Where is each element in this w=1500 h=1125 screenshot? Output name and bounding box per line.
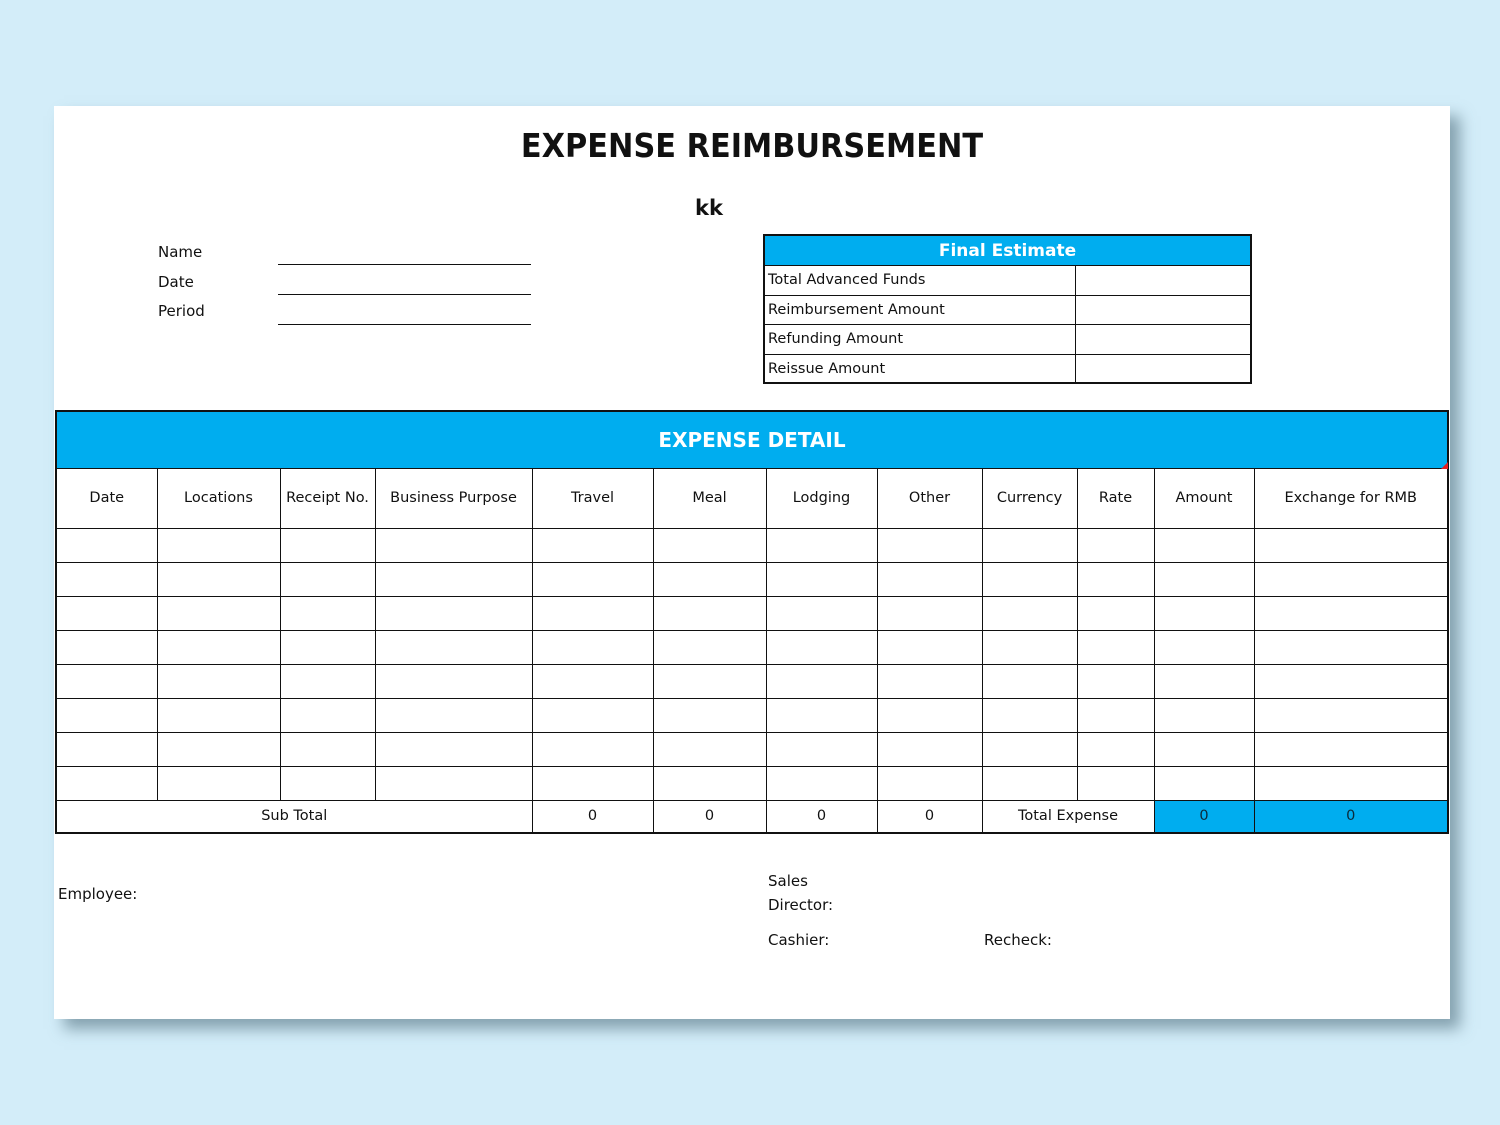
cell-lodging[interactable] <box>766 596 877 630</box>
col-exchange-for-rmb: Exchange for RMB <box>1254 469 1447 528</box>
employee-signature-label: Employee: <box>58 885 138 903</box>
total-amount: 0 <box>1154 800 1254 832</box>
cell-lodging[interactable] <box>766 528 877 562</box>
cell-exchange-for-rmb[interactable] <box>1254 698 1447 732</box>
cell-travel[interactable] <box>532 732 653 766</box>
cell-other[interactable] <box>877 766 982 800</box>
cell-locations[interactable] <box>157 596 280 630</box>
cell-rate[interactable] <box>1077 630 1154 664</box>
col-travel: Travel <box>532 469 653 528</box>
expense-sheet <box>54 106 1450 1019</box>
name-field[interactable] <box>278 264 531 265</box>
cell-travel[interactable] <box>532 528 653 562</box>
cell-date[interactable] <box>57 732 157 766</box>
total-exchange-rmb: 0 <box>1254 800 1447 832</box>
cell-exchange-for-rmb[interactable] <box>1254 528 1447 562</box>
cell-business-purpose[interactable] <box>375 698 532 732</box>
subtotal-other: 0 <box>877 800 982 832</box>
cell-receipt-no[interactable] <box>280 664 375 698</box>
cell-rate[interactable] <box>1077 596 1154 630</box>
total-expense-label: Total Expense <box>982 800 1154 832</box>
cell-business-purpose[interactable] <box>375 766 532 800</box>
cell-receipt-no[interactable] <box>280 630 375 664</box>
comment-indicator-icon[interactable] <box>1441 462 1448 469</box>
table-row <box>57 630 1447 664</box>
cell-date[interactable] <box>57 630 157 664</box>
col-other: Other <box>877 469 982 528</box>
cell-date[interactable] <box>57 698 157 732</box>
subtotal-travel: 0 <box>532 800 653 832</box>
col-date: Date <box>57 469 157 528</box>
cell-exchange-for-rmb[interactable] <box>1254 766 1447 800</box>
cell-exchange-for-rmb[interactable] <box>1254 732 1447 766</box>
date-label: Date <box>158 273 194 291</box>
cell-amount[interactable] <box>1154 596 1254 630</box>
cell-receipt-no[interactable] <box>280 698 375 732</box>
cell-amount[interactable] <box>1154 732 1254 766</box>
cell-travel[interactable] <box>532 766 653 800</box>
final-estimate-header: Final Estimate <box>765 236 1250 266</box>
document-title: EXPENSE REIMBURSEMENT <box>520 126 984 165</box>
cell-lodging[interactable] <box>766 698 877 732</box>
reimbursement-amount-value[interactable] <box>1076 296 1250 325</box>
cell-currency[interactable] <box>982 698 1077 732</box>
final-estimate-box <box>763 234 1252 384</box>
sales-director-label-line2: Director: <box>768 896 834 914</box>
table-row <box>57 766 1447 800</box>
col-locations: Locations <box>157 469 280 528</box>
expense-detail-header <box>57 412 1447 469</box>
cell-locations[interactable] <box>157 698 280 732</box>
col-rate: Rate <box>1077 469 1154 528</box>
expense-detail-table <box>55 410 1449 834</box>
cell-amount[interactable] <box>1154 766 1254 800</box>
cell-currency[interactable] <box>982 766 1077 800</box>
cell-travel[interactable] <box>532 562 653 596</box>
cell-locations[interactable] <box>157 528 280 562</box>
cell-meal[interactable] <box>653 562 766 596</box>
document-subtitle[interactable]: kk <box>695 196 723 220</box>
cell-currency[interactable] <box>982 562 1077 596</box>
cell-travel[interactable] <box>532 596 653 630</box>
cell-date[interactable] <box>57 596 157 630</box>
cell-amount[interactable] <box>1154 664 1254 698</box>
cell-travel[interactable] <box>532 630 653 664</box>
expense-detail-title: EXPENSE DETAIL <box>658 428 846 452</box>
cell-business-purpose[interactable] <box>375 630 532 664</box>
col-amount: Amount <box>1154 469 1254 528</box>
subtotal-lodging: 0 <box>766 800 877 832</box>
cell-other[interactable] <box>877 596 982 630</box>
cell-meal[interactable] <box>653 630 766 664</box>
cell-date[interactable] <box>57 562 157 596</box>
cell-amount[interactable] <box>1154 698 1254 732</box>
name-label: Name <box>158 243 203 261</box>
cell-other[interactable] <box>877 528 982 562</box>
cell-locations[interactable] <box>157 630 280 664</box>
cell-receipt-no[interactable] <box>280 562 375 596</box>
cell-business-purpose[interactable] <box>375 596 532 630</box>
cell-rate[interactable] <box>1077 766 1154 800</box>
cell-meal[interactable] <box>653 596 766 630</box>
table-row <box>57 562 1447 596</box>
cell-other[interactable] <box>877 562 982 596</box>
subtotal-row <box>57 800 1447 832</box>
cell-business-purpose[interactable] <box>375 562 532 596</box>
reissue-amount-value[interactable] <box>1076 355 1250 385</box>
cashier-signature-label: Cashier: <box>768 931 830 949</box>
table-row <box>57 732 1447 766</box>
cell-other[interactable] <box>877 664 982 698</box>
cell-lodging[interactable] <box>766 766 877 800</box>
cell-receipt-no[interactable] <box>280 766 375 800</box>
final-estimate-row <box>765 325 1250 355</box>
cell-receipt-no[interactable] <box>280 528 375 562</box>
cell-currency[interactable] <box>982 630 1077 664</box>
cell-currency[interactable] <box>982 528 1077 562</box>
date-field[interactable] <box>278 294 531 295</box>
period-field[interactable] <box>278 324 531 325</box>
cell-date[interactable] <box>57 766 157 800</box>
subtotal-meal: 0 <box>653 800 766 832</box>
cell-locations[interactable] <box>157 664 280 698</box>
cell-exchange-for-rmb[interactable] <box>1254 596 1447 630</box>
cell-currency[interactable] <box>982 596 1077 630</box>
total-advanced-funds-label: Total Advanced Funds <box>765 266 1076 295</box>
cell-other[interactable] <box>877 732 982 766</box>
cell-rate[interactable] <box>1077 664 1154 698</box>
sales-director-label-line1: Sales <box>768 872 808 890</box>
col-meal: Meal <box>653 469 766 528</box>
cell-currency[interactable] <box>982 664 1077 698</box>
total-advanced-funds-value[interactable] <box>1076 266 1250 295</box>
refunding-amount-value[interactable] <box>1076 325 1250 354</box>
cell-exchange-for-rmb[interactable] <box>1254 664 1447 698</box>
cell-other[interactable] <box>877 698 982 732</box>
cell-exchange-for-rmb[interactable] <box>1254 630 1447 664</box>
cell-meal[interactable] <box>653 766 766 800</box>
col-lodging: Lodging <box>766 469 877 528</box>
cell-meal[interactable] <box>653 664 766 698</box>
col-business-purpose: Business Purpose <box>375 469 532 528</box>
recheck-signature-label: Recheck: <box>984 931 1052 949</box>
subtotal-label: Sub Total <box>57 800 532 832</box>
cell-locations[interactable] <box>157 766 280 800</box>
final-estimate-row <box>765 296 1250 326</box>
final-estimate-row <box>765 266 1250 296</box>
cell-amount[interactable] <box>1154 562 1254 596</box>
table-row <box>57 664 1447 698</box>
table-row <box>57 698 1447 732</box>
cell-amount[interactable] <box>1154 528 1254 562</box>
cell-date[interactable] <box>57 664 157 698</box>
cell-date[interactable] <box>57 528 157 562</box>
col-receipt-no: Receipt No. <box>280 469 375 528</box>
cell-business-purpose[interactable] <box>375 664 532 698</box>
period-label: Period <box>158 302 205 320</box>
cell-lodging[interactable] <box>766 732 877 766</box>
cell-other[interactable] <box>877 630 982 664</box>
cell-exchange-for-rmb[interactable] <box>1254 562 1447 596</box>
reissue-amount-label: Reissue Amount <box>765 355 1076 385</box>
cell-rate[interactable] <box>1077 528 1154 562</box>
cell-meal[interactable] <box>653 528 766 562</box>
col-currency: Currency <box>982 469 1077 528</box>
final-estimate-row <box>765 355 1250 385</box>
cell-travel[interactable] <box>532 698 653 732</box>
cell-rate[interactable] <box>1077 698 1154 732</box>
table-row <box>57 528 1447 562</box>
cell-meal[interactable] <box>653 698 766 732</box>
cell-business-purpose[interactable] <box>375 732 532 766</box>
cell-amount[interactable] <box>1154 630 1254 664</box>
expense-grid <box>57 469 1447 832</box>
cell-receipt-no[interactable] <box>280 732 375 766</box>
cell-lodging[interactable] <box>766 630 877 664</box>
cell-rate[interactable] <box>1077 732 1154 766</box>
cell-currency[interactable] <box>982 732 1077 766</box>
cell-rate[interactable] <box>1077 562 1154 596</box>
cell-lodging[interactable] <box>766 664 877 698</box>
cell-locations[interactable] <box>157 732 280 766</box>
cell-lodging[interactable] <box>766 562 877 596</box>
cell-travel[interactable] <box>532 664 653 698</box>
cell-meal[interactable] <box>653 732 766 766</box>
cell-locations[interactable] <box>157 562 280 596</box>
cell-business-purpose[interactable] <box>375 528 532 562</box>
cell-receipt-no[interactable] <box>280 596 375 630</box>
column-header-row <box>57 469 1447 528</box>
reimbursement-amount-label: Reimbursement Amount <box>765 296 1076 325</box>
table-row <box>57 596 1447 630</box>
refunding-amount-label: Refunding Amount <box>765 325 1076 354</box>
